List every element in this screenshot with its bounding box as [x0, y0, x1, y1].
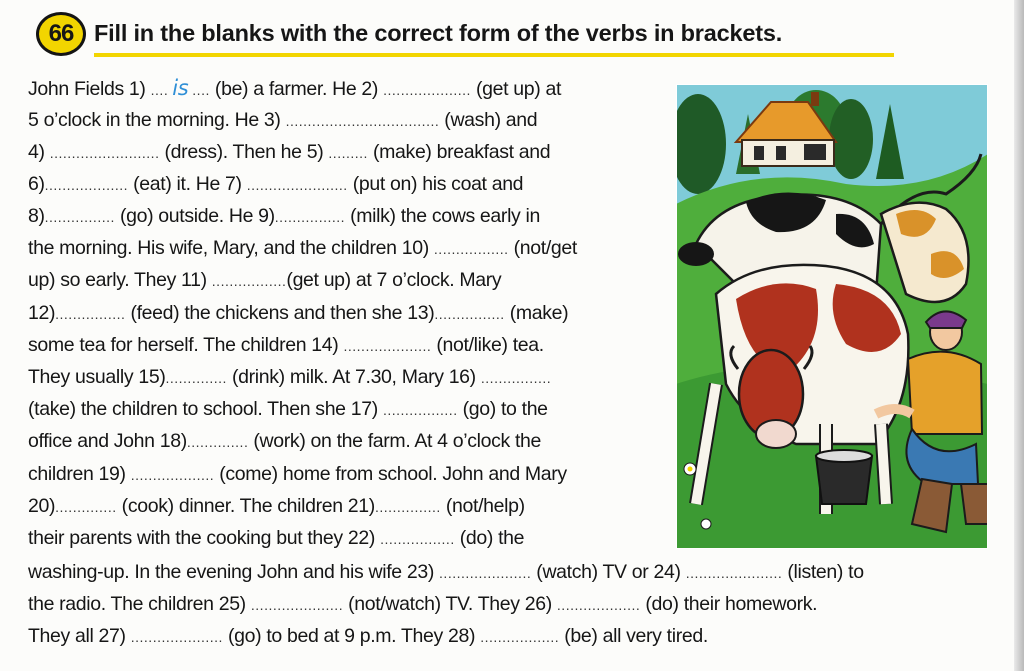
- line-text: 12): [28, 302, 56, 324]
- line-text: 6): [28, 173, 45, 195]
- blank-dots: ...................: [44, 177, 129, 193]
- line-text: (take) the children to school. Then she 17): [28, 398, 383, 420]
- exercise-title: Fill in the blanks with the correct form of the verbs in brackets.: [94, 20, 783, 46]
- blank-dots: .........: [328, 145, 368, 161]
- line-text: (do) the: [454, 527, 525, 549]
- line-text: They all 27): [28, 625, 131, 647]
- text-line: [28, 330, 544, 360]
- line-text: They usually 15): [28, 366, 166, 388]
- text-line: [28, 73, 561, 103]
- blank-dots: ..............: [55, 499, 117, 515]
- line-text: some tea for herself. The children 14): [28, 334, 344, 356]
- text-line: [28, 265, 501, 295]
- line-text: office and John 18): [28, 430, 187, 452]
- line-text: (go) to bed at 9 p.m. They 28): [222, 625, 481, 647]
- line-text: washing-up. In the evening John and his wife 23): [28, 561, 440, 583]
- blank-dots: ..................: [480, 629, 560, 645]
- blank-dots: ................: [44, 209, 115, 225]
- blank-dots: .................: [211, 273, 287, 289]
- blank-dots: .....................: [439, 565, 532, 581]
- line-text: (get up) at: [470, 78, 562, 100]
- blank-dots: ................: [434, 306, 505, 322]
- line-text: their parents with the cooking but they 22): [28, 527, 381, 549]
- blank-dots: ...................: [130, 467, 215, 483]
- line-text: (put on) his coat and: [347, 173, 524, 195]
- line-text: (do) their homework.: [640, 593, 818, 615]
- blank-dots: ...................................: [285, 113, 440, 129]
- text-line: [28, 298, 568, 328]
- text-line: [28, 621, 708, 651]
- blank-dots: .....................: [130, 629, 223, 645]
- line-text: the radio. The children 25): [28, 593, 251, 615]
- line-text: (not/like) tea.: [431, 334, 544, 356]
- text-line: [28, 394, 548, 424]
- text-line: [28, 523, 524, 553]
- blank-dots: ................: [55, 306, 126, 322]
- blank-dots: .................: [382, 402, 458, 418]
- text-line: [28, 491, 525, 521]
- blank-dots: ..............: [186, 434, 249, 450]
- farm-illustration: [676, 84, 988, 549]
- blank-dots: .................: [433, 241, 509, 257]
- blank-dots: ................: [480, 370, 552, 386]
- line-text: (watch) TV or 24): [531, 561, 686, 583]
- line-text: (be) all very tired.: [559, 625, 708, 647]
- exercise-header: [22, 8, 902, 60]
- blank-dots: ....: [150, 82, 169, 98]
- text-line: [28, 201, 540, 231]
- line-text: up) so early. They 11): [28, 269, 212, 291]
- blank-dots: ....................: [343, 338, 432, 354]
- line-text: (cook) dinner. The children 21): [116, 495, 375, 517]
- line-text: (feed) the chickens and then she 13): [125, 302, 435, 324]
- line-text: 4): [28, 141, 50, 163]
- line-text: (get up) at 7 o’clock. Mary: [286, 269, 502, 291]
- line-text: (milk) the cows early in: [345, 205, 540, 227]
- text-line: [28, 459, 567, 489]
- line-text: (dress). Then he 5): [159, 141, 329, 163]
- line-text: the morning. His wife, Mary, and the children 10): [28, 237, 434, 259]
- line-text: (not/get: [508, 237, 577, 259]
- line-text: 5 o’clock in the morning. He 3): [28, 109, 286, 131]
- line-text: (wash) and: [439, 109, 538, 131]
- text-line: [28, 557, 864, 587]
- blank-dots: .........................: [49, 145, 160, 161]
- line-text: (make): [504, 302, 569, 324]
- handwritten-answer: is: [172, 76, 189, 100]
- line-text: (eat) it. He 7): [128, 173, 247, 195]
- blank-dots: .................: [380, 531, 455, 547]
- text-line: [28, 105, 537, 135]
- blank-dots: ..............: [165, 370, 227, 386]
- text-line: [28, 589, 817, 619]
- line-text: (work) on the farm. At 4 o’clock the: [248, 430, 542, 452]
- blank-dots: .....................: [250, 597, 344, 613]
- blank-dots: ................: [274, 209, 346, 225]
- page-edge: [1014, 0, 1024, 671]
- blank-dots: ....................: [383, 82, 471, 98]
- line-text: 20): [28, 495, 56, 517]
- line-text: (drink) milk. At 7.30, Mary 16): [226, 366, 481, 388]
- blank-dots: ...................: [556, 597, 641, 613]
- line-text: (not/help): [440, 495, 525, 517]
- line-text: (go) outside. He 9): [114, 205, 275, 227]
- line-text: (not/watch) TV. They 26): [343, 593, 557, 615]
- blank-dots: ....: [192, 82, 210, 98]
- blank-dots: ...............: [374, 499, 441, 515]
- line-text: 8): [28, 205, 45, 227]
- line-text: (listen) to: [782, 561, 864, 583]
- line-text: (come) home from school. John and Mary: [214, 463, 567, 485]
- blank-dots: .......................: [246, 177, 348, 193]
- line-text: (be) a farmer. He 2): [209, 78, 384, 100]
- text-line: [28, 137, 550, 167]
- exercise-number-badge: 66: [36, 12, 86, 56]
- line-text: (go) to the: [457, 398, 548, 420]
- text-line: [28, 169, 523, 199]
- milk-bucket: [816, 450, 872, 504]
- text-line: [28, 426, 541, 456]
- line-text: children 19): [28, 463, 131, 485]
- text-line: [28, 233, 577, 263]
- title-underline: [94, 53, 894, 57]
- line-text: (make) breakfast and: [367, 141, 551, 163]
- blank-dots: ......................: [685, 565, 783, 581]
- line-text: John Fields 1): [28, 78, 151, 100]
- text-line: [28, 362, 551, 392]
